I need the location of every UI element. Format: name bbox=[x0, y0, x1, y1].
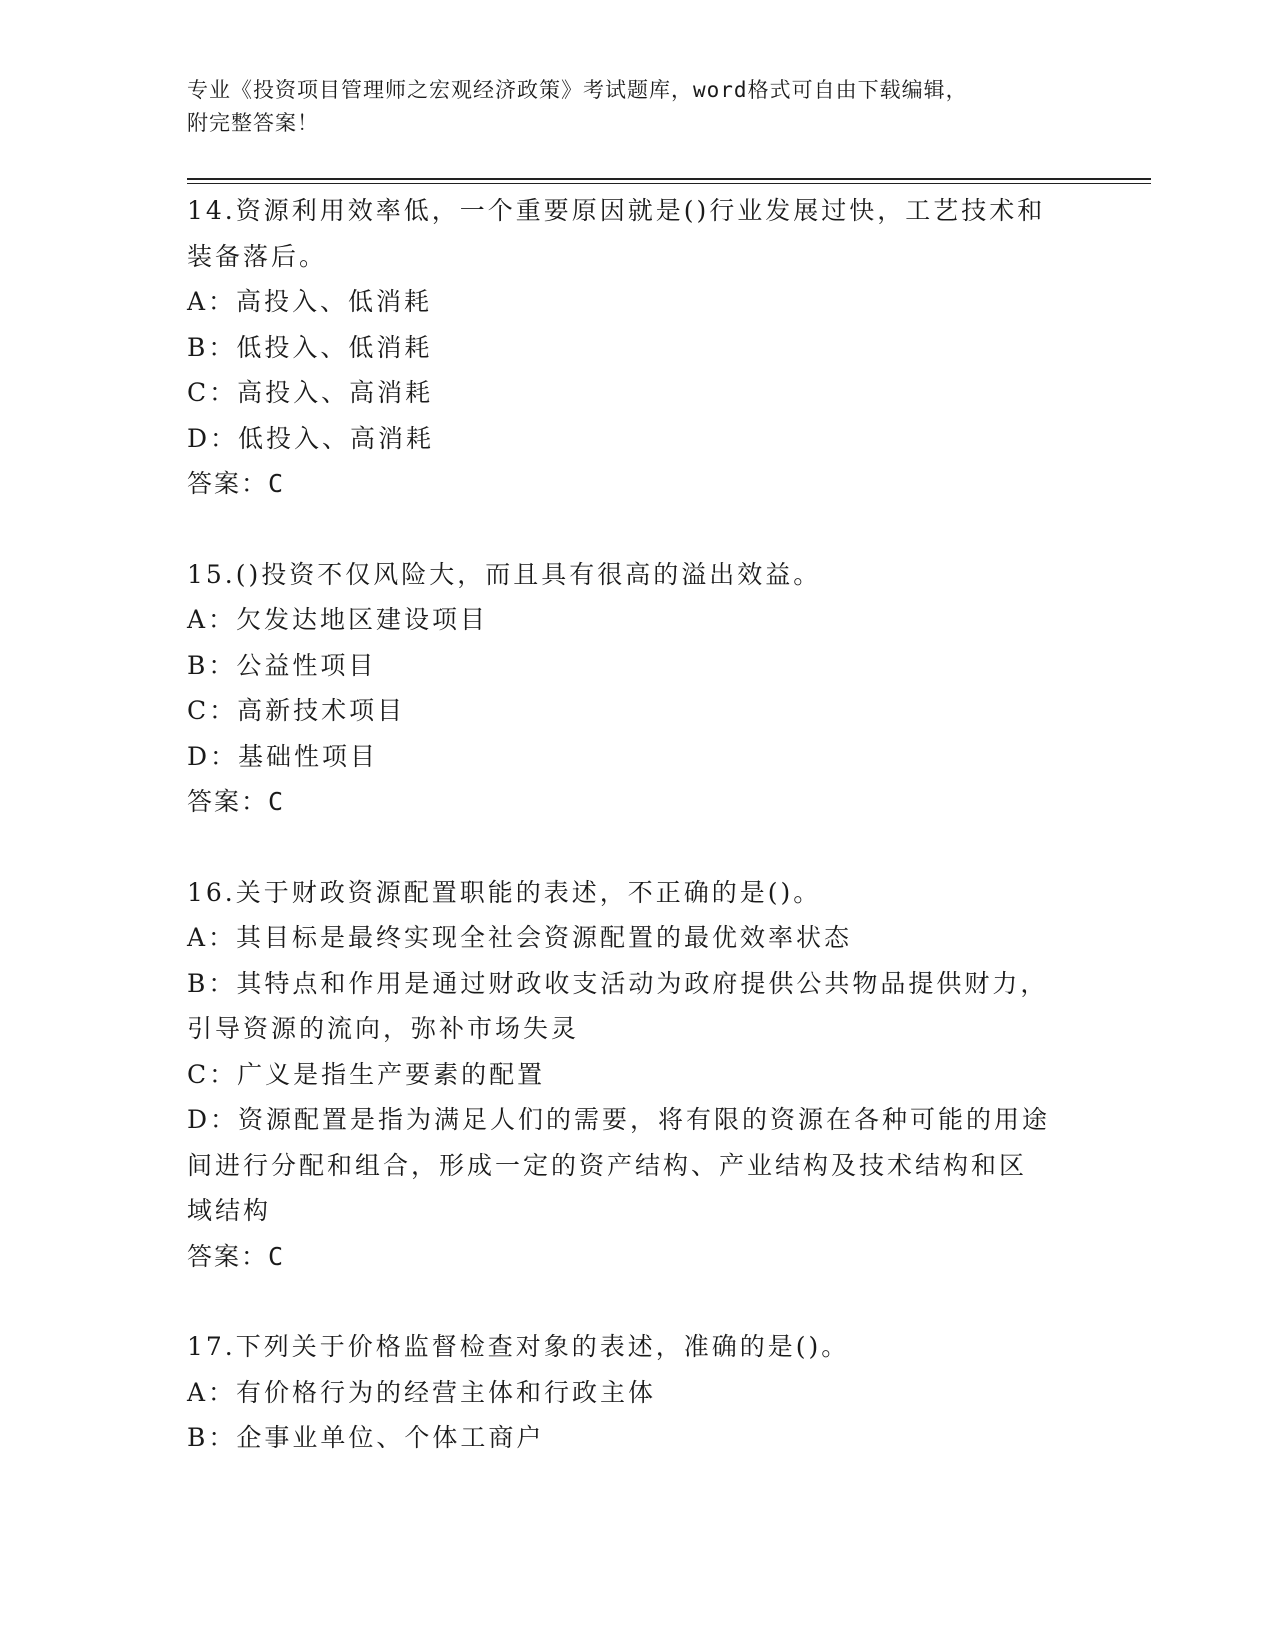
option-d: D：基础性项目 bbox=[187, 741, 379, 771]
question-stem: 16.关于财政资源配置职能的表述，不正确的是()。 bbox=[187, 877, 822, 907]
answer-line bbox=[187, 779, 1087, 825]
header-divider-thin bbox=[187, 183, 1151, 184]
answer-label: 答案： bbox=[187, 469, 269, 498]
option-d: D：资源配置是指为满足人们的需要，将有限的资源在各种可能的用途 bbox=[187, 1105, 1051, 1134]
option-a: A：其目标是最终实现全社会资源配置的最优效率状态 bbox=[187, 923, 853, 952]
question-stem: 15.()投资不仅风险大，而且具有很高的溢出效益。 bbox=[187, 559, 822, 589]
header-divider-thick bbox=[187, 178, 1151, 180]
option-c: C：广义是指生产要素的配置 bbox=[187, 1059, 546, 1089]
option-b: B：其特点和作用是通过财政收支活动为政府提供公共物品提供财力， bbox=[187, 968, 1049, 998]
answer-label: 答案： bbox=[187, 1241, 269, 1271]
question-stem: 14.资源利用效率低，一个重要原因就是()行业发展过快，工艺技术和 bbox=[187, 196, 1046, 225]
answer-label: 答案： bbox=[187, 787, 269, 816]
question-stem: 17.下列关于价格监督检查对象的表述，准确的是()。 bbox=[187, 1332, 850, 1361]
header-line: 专业《投资项目管理师之宏观经济政策》考试题库，word格式可自由下载编辑， bbox=[187, 78, 968, 102]
header-line: 附完整答案！ bbox=[187, 111, 319, 135]
question-15 bbox=[187, 552, 1087, 825]
option-b: B：企事业单位、个体工商户 bbox=[187, 1423, 545, 1452]
question-17 bbox=[187, 1324, 1087, 1461]
question-16 bbox=[187, 870, 1087, 1280]
question-list bbox=[187, 188, 1087, 1506]
answer-value: C bbox=[268, 469, 286, 498]
option-d-continued: 域结构 bbox=[187, 1196, 272, 1225]
question-stem: 装备落后。 bbox=[187, 241, 328, 271]
answer-line bbox=[187, 1234, 1087, 1280]
answer-value: C bbox=[268, 787, 286, 816]
option-a: A：高投入、低消耗 bbox=[187, 287, 433, 316]
option-d: D：低投入、高消耗 bbox=[187, 423, 435, 453]
answer-line bbox=[187, 461, 1087, 507]
option-a: A：欠发达地区建设项目 bbox=[187, 605, 489, 634]
question-14 bbox=[187, 188, 1087, 507]
option-d-continued: 间进行分配和组合，形成一定的资产结构、产业结构及技术结构和区 bbox=[187, 1150, 1028, 1180]
option-c: C：高新技术项目 bbox=[187, 696, 406, 725]
option-b-continued: 引导资源的流向，弥补市场失灵 bbox=[187, 1014, 580, 1043]
document-header bbox=[187, 74, 1067, 140]
option-b: B：低投入、低消耗 bbox=[187, 332, 433, 362]
option-a: A：有价格行为的经营主体和行政主体 bbox=[187, 1377, 657, 1407]
option-b: B：公益性项目 bbox=[187, 650, 377, 680]
option-c: C：高投入、高消耗 bbox=[187, 378, 434, 407]
answer-value: C bbox=[268, 1241, 286, 1271]
